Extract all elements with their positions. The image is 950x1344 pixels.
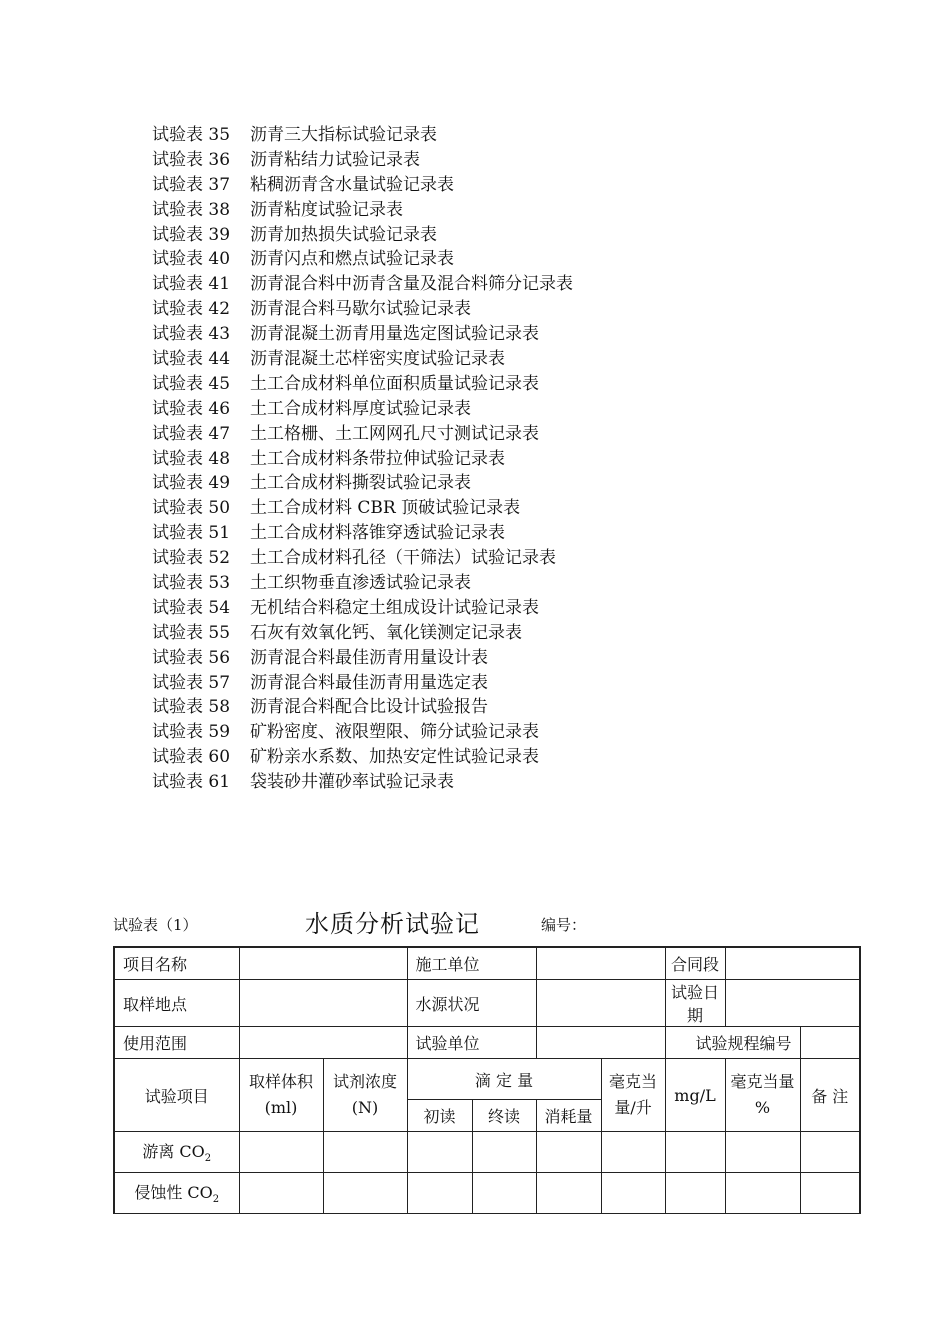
item-title: 石灰有效氧化钙、氧化镁测定记录表: [250, 622, 522, 643]
col-reagent-line1: 试剂浓度: [332, 1072, 397, 1091]
list-item: [152, 148, 573, 173]
item-number: 试验表 38: [152, 199, 231, 220]
list-item: [152, 272, 573, 297]
water-source-value[interactable]: [536, 980, 665, 1027]
list-item: [152, 297, 573, 322]
item-title: 矿粉亲水系数、加热安定性试验记录表: [250, 747, 539, 768]
col-final-reading: 终读: [472, 1100, 536, 1132]
water-analysis-table: [113, 946, 861, 1214]
item-number: 试验表 59: [152, 722, 231, 743]
item-title: 土工合成材料孔径（干筛法）试验记录表: [250, 548, 556, 569]
item-title: 沥青混合料最佳沥青用量设计表: [250, 647, 488, 668]
item-number: 试验表 40: [152, 249, 231, 270]
col-sample-volume-line2: (ml): [264, 1098, 298, 1117]
item-number: 试验表 57: [152, 672, 231, 693]
item-number: 试验表 58: [152, 697, 231, 718]
item-title: 无机结合料稳定土组成设计试验记录表: [250, 597, 539, 618]
list-item: [152, 322, 573, 347]
label-water-source: 水源状况: [407, 980, 536, 1027]
cell[interactable]: [472, 1173, 536, 1214]
row-aggressive-co2-text: 侵蚀性 CO: [134, 1183, 213, 1203]
item-number: 试验表 43: [152, 324, 231, 345]
list-item: [152, 447, 573, 472]
item-title: 沥青加热损失试验记录表: [250, 224, 437, 245]
label-sampling-site: 取样地点: [114, 980, 239, 1027]
item-number: 试验表 36: [152, 149, 231, 170]
list-item: [152, 745, 573, 770]
list-item: [152, 770, 573, 795]
form-header: [113, 896, 859, 946]
list-item: [152, 173, 573, 198]
form-title: 水质分析试验记: [305, 910, 480, 938]
col-consumed: 消耗量: [536, 1100, 601, 1132]
cell[interactable]: [800, 1173, 860, 1214]
cell[interactable]: [239, 1132, 323, 1173]
col-reagent-line2: (N): [351, 1098, 379, 1117]
col-reagent-concentration: [323, 1059, 407, 1132]
col-test-item: 试验项目: [114, 1059, 239, 1132]
item-title: 沥青粘结力试验记录表: [250, 149, 420, 170]
item-number: 试验表 60: [152, 747, 231, 768]
list-item: [152, 646, 573, 671]
list-item: [152, 471, 573, 496]
list-item: [152, 372, 573, 397]
item-number: 试验表 49: [152, 473, 231, 494]
item-title: 土工织物垂直渗透试验记录表: [250, 573, 471, 594]
item-number: 试验表 46: [152, 398, 231, 419]
row-aggressive-co2: [114, 1173, 239, 1214]
col-sample-volume-line1: 取样体积: [248, 1072, 313, 1091]
item-number: 试验表 45: [152, 373, 231, 394]
list-item: [152, 223, 573, 248]
list-item: [152, 671, 573, 696]
list-item: [152, 198, 573, 223]
cell[interactable]: [601, 1173, 665, 1214]
col-remark: 备 注: [800, 1059, 860, 1132]
item-title: 土工合成材料厚度试验记录表: [250, 398, 471, 419]
item-title: 沥青混合料马歇尔试验记录表: [250, 299, 471, 320]
item-title: 沥青混合料中沥青含量及混合料筛分记录表: [250, 274, 573, 295]
item-number: 试验表 48: [152, 448, 231, 469]
item-title: 沥青混凝土沥青用量选定图试验记录表: [250, 324, 539, 345]
item-title: 土工合成材料 CBR 顶破试验记录表: [250, 498, 521, 519]
cell[interactable]: [725, 1173, 800, 1214]
row-aggressive-co2-subscript: 2: [212, 1194, 220, 1206]
procedure-code-value[interactable]: [800, 1027, 860, 1059]
cell[interactable]: [725, 1132, 800, 1173]
item-number: 试验表 51: [152, 523, 231, 544]
list-item: [152, 571, 573, 596]
item-number: 试验表 53: [152, 573, 231, 594]
row-free-co2: [114, 1132, 239, 1173]
col-meq-percent: [725, 1059, 800, 1132]
form-code-label: 编号：: [541, 916, 587, 934]
label-scope: 使用范围: [114, 1027, 239, 1059]
item-number: 试验表 55: [152, 622, 231, 643]
item-number: 试验表 54: [152, 597, 231, 618]
list-item: [152, 496, 573, 521]
item-number: 试验表 52: [152, 548, 231, 569]
item-number: 试验表 37: [152, 174, 231, 195]
col-meq-line1: 毫克当: [609, 1072, 658, 1091]
item-number: 试验表 39: [152, 224, 231, 245]
col-titration: 滴 定 量: [407, 1059, 601, 1100]
item-title: 沥青混凝土芯样密实度试验记录表: [250, 349, 505, 370]
list-item: [152, 596, 573, 621]
test-unit-value[interactable]: [536, 1027, 665, 1059]
cell[interactable]: [601, 1132, 665, 1173]
cell[interactable]: [323, 1173, 407, 1214]
col-meqpct-line2: %: [754, 1098, 771, 1117]
row-free-co2-subscript: 2: [204, 1153, 212, 1165]
item-title: 袋装砂井灌砂率试验记录表: [250, 772, 454, 793]
label-procedure-code: 试验规程编号: [665, 1027, 800, 1059]
cell[interactable]: [536, 1173, 601, 1214]
label-test-unit: 试验单位: [407, 1027, 536, 1059]
sampling-site-value[interactable]: [239, 980, 407, 1027]
cell[interactable]: [407, 1132, 472, 1173]
label-project-name: 项目名称: [114, 947, 239, 980]
item-title: 沥青混合料最佳沥青用量选定表: [250, 672, 488, 693]
item-number: 试验表 44: [152, 349, 231, 370]
table-of-contents: [152, 123, 573, 795]
col-sample-volume: [239, 1059, 323, 1132]
cell[interactable]: [536, 1132, 601, 1173]
label-construction-unit: 施工单位: [407, 947, 536, 980]
col-meq-line2: 量/升: [614, 1098, 652, 1117]
contract-section-value[interactable]: [725, 947, 860, 980]
list-item: [152, 397, 573, 422]
cell[interactable]: [665, 1173, 725, 1214]
item-number: 试验表 50: [152, 498, 231, 519]
list-item: [152, 546, 573, 571]
item-number: 试验表 61: [152, 772, 231, 793]
item-number: 试验表 35: [152, 125, 231, 145]
item-title: 矿粉密度、液限塑限、筛分试验记录表: [250, 722, 539, 743]
list-item: [152, 422, 573, 447]
list-item: [152, 247, 573, 272]
item-number: 试验表 41: [152, 274, 231, 295]
form-label: 试验表（1）: [113, 916, 198, 934]
item-number: 试验表 56: [152, 647, 231, 668]
cell[interactable]: [800, 1132, 860, 1173]
scope-value[interactable]: [239, 1027, 407, 1059]
list-item: [152, 621, 573, 646]
cell[interactable]: [323, 1132, 407, 1173]
list-item: [152, 521, 573, 546]
item-title: 沥青混合料配合比设计试验报告: [250, 697, 488, 718]
row-free-co2-text: 游离 CO: [142, 1142, 205, 1162]
item-title: 土工合成材料单位面积质量试验记录表: [250, 373, 539, 394]
list-item: [152, 720, 573, 745]
cell[interactable]: [407, 1173, 472, 1214]
list-item: [152, 347, 573, 372]
col-mg-per-liter: mg/L: [665, 1059, 725, 1132]
item-title: 沥青粘度试验记录表: [250, 199, 403, 220]
test-date-value[interactable]: [725, 980, 860, 1027]
cell[interactable]: [239, 1173, 323, 1214]
cell[interactable]: [472, 1132, 536, 1173]
col-meq-per-liter: [601, 1059, 665, 1132]
col-initial-reading: 初读: [407, 1100, 472, 1132]
item-number: 试验表 47: [152, 423, 231, 444]
label-contract-section: 合同段: [665, 947, 725, 980]
item-title: 土工合成材料条带拉伸试验记录表: [250, 448, 505, 469]
item-title: 沥青三大指标试验记录表: [250, 125, 437, 145]
label-test-date: 试验日期: [665, 980, 725, 1027]
list-item: [152, 695, 573, 720]
list-item: [152, 123, 573, 148]
item-number: 试验表 42: [152, 299, 231, 320]
item-title: 粘稠沥青含水量试验记录表: [250, 174, 454, 195]
item-title: 土工合成材料撕裂试验记录表: [250, 473, 471, 494]
construction-unit-value[interactable]: [536, 947, 665, 980]
item-title: 沥青闪点和燃点试验记录表: [250, 249, 454, 270]
item-title: 土工合成材料落锥穿透试验记录表: [250, 523, 505, 544]
cell[interactable]: [665, 1132, 725, 1173]
item-title: 土工格栅、土工网网孔尺寸测试记录表: [250, 423, 539, 444]
col-meqpct-line1: 毫克当量: [730, 1072, 795, 1091]
project-name-value[interactable]: [239, 947, 407, 980]
